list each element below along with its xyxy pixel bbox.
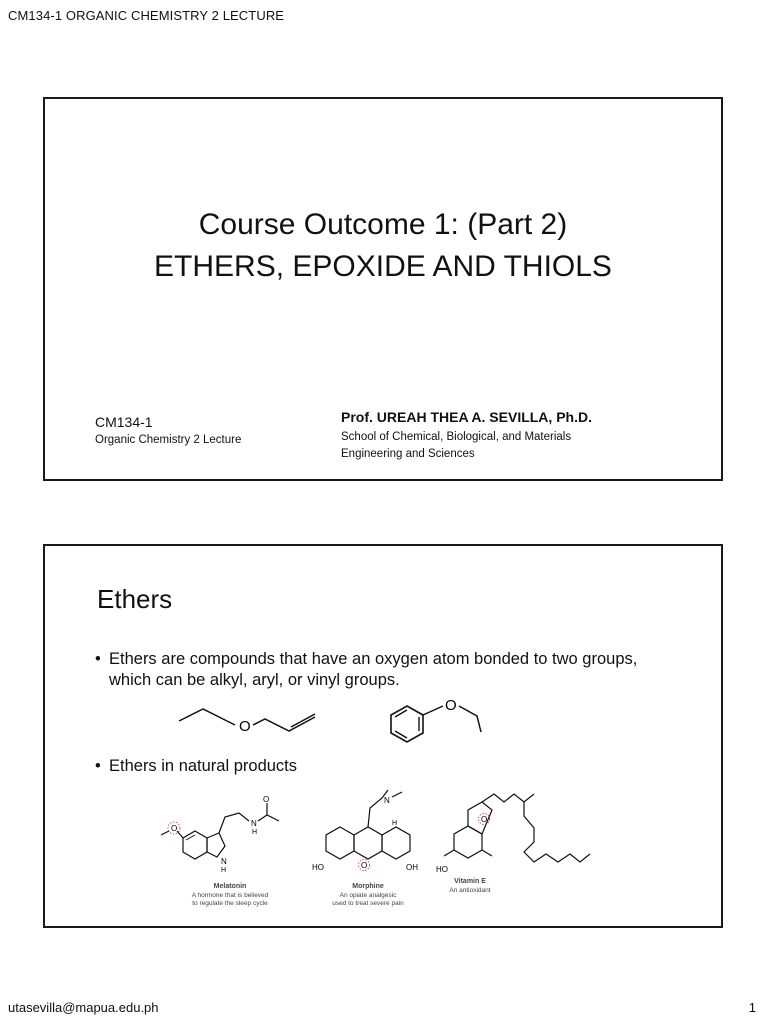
- school-line-1: School of Chemical, Biological, and Materials: [341, 431, 572, 443]
- oxygen-label: O: [239, 718, 251, 735]
- ether-oxygen-label: O: [481, 815, 488, 824]
- vitamin-e-desc: An antioxidant: [449, 887, 491, 894]
- bullet-dot: •: [95, 650, 101, 668]
- morphine-desc-2: used to treat severe pain: [332, 900, 404, 907]
- title-line-2: ETHERS, EPOXIDE AND THIOLS: [154, 250, 612, 283]
- vitamin-e-name: Vitamin E: [454, 878, 486, 885]
- hydroxyl-label: HO: [312, 863, 324, 872]
- professor-info: [341, 409, 671, 463]
- school-line-2: Engineering and Sciences: [341, 448, 475, 460]
- hydrogen-label: H: [392, 820, 398, 827]
- professor-name: Prof. UREAH THEA A. SEVILLA, Ph.D.: [341, 409, 592, 425]
- title-line-1: Course Outcome 1: (Part 2): [198, 208, 568, 241]
- title-slide: [43, 97, 723, 481]
- nitrogen-label: N: [221, 857, 227, 866]
- oxygen-label: O: [263, 795, 270, 804]
- ethers-slide: [43, 544, 723, 928]
- melatonin-structure: [155, 791, 305, 916]
- morphine-name: Morphine: [352, 883, 384, 890]
- hydroxyl-label: OH: [406, 863, 418, 872]
- hydrogen-label: H: [221, 867, 227, 874]
- footer-email: utasevilla@mapua.edu.ph: [8, 1000, 159, 1015]
- slide-title: Ethers: [97, 584, 173, 614]
- course-info: [95, 414, 241, 446]
- hydrogen-label: H: [252, 829, 258, 836]
- hydroxyl-label: HO: [436, 865, 448, 874]
- nitrogen-label: N: [384, 796, 390, 805]
- course-name: Organic Chemistry 2 Lecture: [95, 434, 242, 446]
- bullet-definition-text: Ethers are compounds that have an oxygen atom bonded to two groups, which can be alkyl, aryl, or vinyl groups.: [109, 650, 638, 689]
- bullet-definition: [95, 649, 655, 691]
- oxygen-label: O: [445, 698, 457, 714]
- ether-oxygen-label: O: [361, 861, 368, 870]
- nitrogen-label: N: [251, 819, 257, 828]
- page-number: 1: [748, 1000, 756, 1015]
- course-code: CM134-1: [95, 414, 153, 430]
- slide-title-block: [45, 204, 721, 288]
- bullet-dot: •: [95, 757, 101, 775]
- morphine-structure: [310, 782, 430, 917]
- vitamin-e-structure: [430, 786, 620, 911]
- bullet-natural-products-text: Ethers in natural products: [109, 757, 298, 775]
- melatonin-desc-1: A hormone that is believed: [191, 892, 269, 899]
- page-header: CM134-1 ORGANIC CHEMISTRY 2 LECTURE: [8, 8, 285, 23]
- bullet-natural-products: [95, 756, 655, 777]
- ether-oxygen-label: O: [171, 824, 178, 833]
- morphine-desc-1: An opiate analgesic: [339, 892, 397, 899]
- ethoxybenzene-structure: [377, 698, 507, 754]
- melatonin-name: Melatonin: [213, 883, 247, 890]
- ethyl-vinyl-ether-structure: [173, 701, 333, 741]
- melatonin-desc-2: to regulate the sleep cycle: [192, 900, 268, 907]
